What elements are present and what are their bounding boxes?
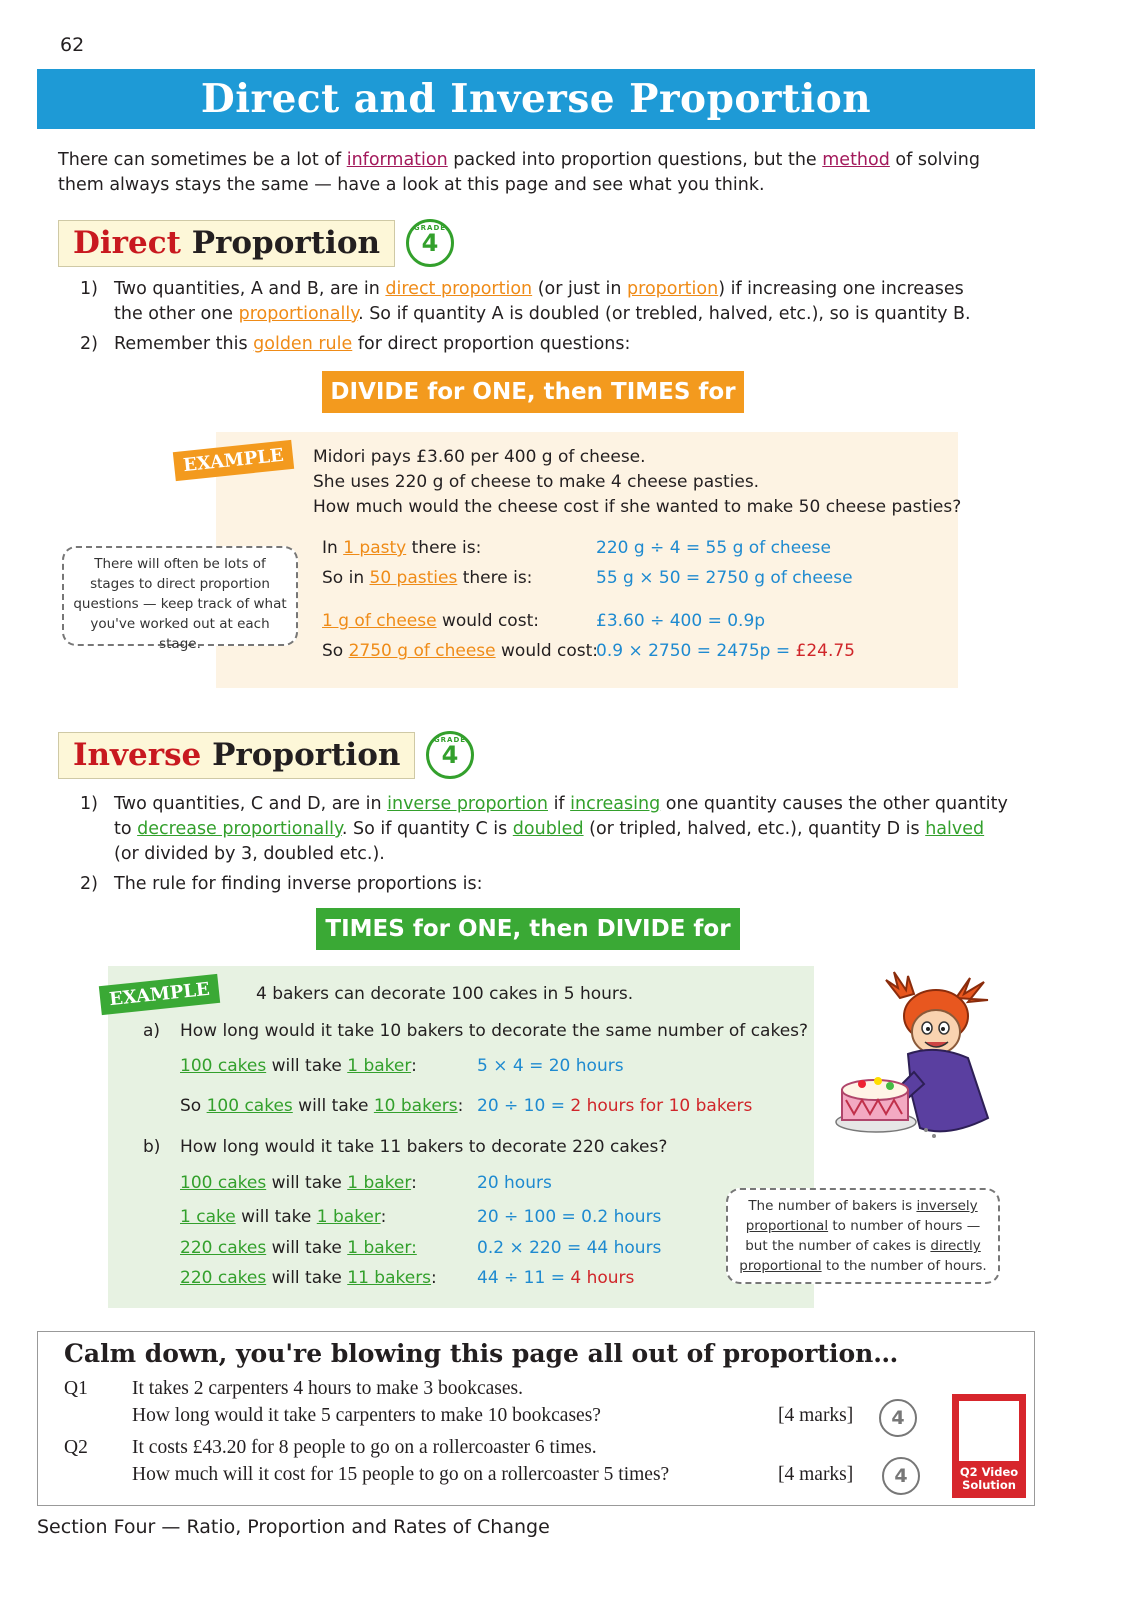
q2-line-1: It costs £43.20 for 8 people to go on a rollercoaster 6 times. (132, 1437, 597, 1458)
text: to the number of hours. (821, 1258, 987, 1274)
video-solution-label: Q2 Video Solution (959, 1465, 1019, 1492)
answer: 2 hours for 10 bakers (570, 1096, 753, 1116)
text: So (322, 641, 349, 661)
keyword: direct proportion (385, 279, 533, 299)
example-tag: EXAMPLE (173, 440, 294, 481)
calc: 44 ÷ 11 = (477, 1268, 571, 1288)
text: Two quantities, A and B, are in (114, 279, 386, 299)
keyword: 1 baker (347, 1056, 412, 1076)
badge-value: 4 (421, 229, 439, 257)
keyword: 1 baker (316, 1207, 381, 1227)
question-a-label: a) (143, 1021, 161, 1041)
keyword: directly proportional (739, 1238, 981, 1274)
q2-line-2: How much will it cost for 15 people to go on a rollercoaster 5 times? (132, 1464, 670, 1485)
text: the other one (114, 304, 239, 324)
question-line: She uses 220 g of cheese to make 4 cheese pasties. (313, 472, 760, 492)
title-bar (37, 69, 1035, 129)
page-number: 62 (60, 34, 85, 56)
inverse-row (180, 1207, 386, 1227)
heading-black: Proportion (180, 225, 381, 261)
direct-heading (58, 220, 395, 267)
grade-badge-icon: 4 (879, 1399, 917, 1437)
direct-question (313, 445, 961, 520)
badge-label: GRADE (413, 224, 447, 232)
direct-row (322, 568, 532, 588)
list-item (80, 872, 1040, 897)
text: So (180, 1096, 207, 1116)
keyword: 11 bakers (347, 1268, 432, 1288)
text: : (411, 1056, 417, 1076)
text: will take (266, 1268, 348, 1288)
heading-black: Proportion (201, 737, 401, 773)
inverse-example-intro: 4 bakers can decorate 100 cakes in 5 hours. (256, 984, 634, 1004)
inverse-rule: TIMES for ONE, then DIVIDE for (316, 908, 740, 950)
direct-items (80, 277, 1030, 357)
intro-text (58, 148, 1018, 198)
direct-row (322, 611, 539, 631)
qr-code-icon (959, 1401, 1019, 1461)
direct-row (322, 538, 481, 558)
keyword: doubled (512, 819, 584, 839)
text: (or tripled, halved, etc.), quantity D is (583, 819, 926, 839)
text: So in (322, 568, 370, 588)
keyword: golden rule (253, 334, 353, 354)
girl-decorating-cake-illustration (828, 968, 1006, 1148)
q2-video-solution-button[interactable] (952, 1394, 1026, 1498)
inverse-row (180, 1056, 417, 1076)
inverse-calc: 0.2 × 220 = 44 hours (477, 1238, 662, 1258)
text: : (431, 1268, 437, 1288)
q1-number: Q1 (64, 1378, 88, 1399)
text: for direct proportion questions: (352, 334, 631, 354)
heading-red: Direct (73, 225, 181, 261)
text: (or just in (532, 279, 628, 299)
grade-badge-icon: 4 (882, 1457, 920, 1495)
inverse-calc (477, 1268, 634, 1288)
list-item (80, 277, 1030, 327)
text: if (548, 794, 571, 814)
q2-number: Q2 (64, 1437, 88, 1458)
answer: £24.75 (795, 641, 855, 661)
inverse-tip-note (726, 1188, 1000, 1284)
list-item (80, 332, 1030, 357)
text: will take (292, 1096, 374, 1116)
keyword: 1 g of cheese (322, 611, 437, 631)
inverse-calc (477, 1096, 752, 1116)
keyword: increasing (570, 794, 661, 814)
badge-label: GRADE (433, 736, 467, 744)
direct-calc: £3.60 ÷ 400 = 0.9p (596, 611, 766, 631)
question-b-text: How long would it take 11 bakers to decorate 220 cakes? (180, 1137, 668, 1157)
questions-heading: Calm down, you're blowing this page all out of proportion… (64, 1339, 899, 1368)
text: ) if increasing one increases (718, 279, 964, 299)
item-number: 1) (80, 279, 98, 299)
keyword: 220 cakes (180, 1238, 267, 1258)
page-title: Direct and Inverse Proportion (200, 76, 872, 122)
text: The rule for finding inverse proportions is: (114, 874, 483, 894)
question-line: How much would the cheese cost if she wanted to make 50 cheese pasties? (313, 497, 962, 517)
keyword: inverse proportion (387, 794, 548, 814)
keyword: 10 bakers (373, 1096, 458, 1116)
q1-line-2: How long would it take 5 carpenters to make 10 bookcases? (132, 1405, 601, 1426)
text: (or divided by 3, doubled etc.). (114, 844, 385, 864)
grade-badge-icon (406, 219, 454, 267)
text: : (380, 1207, 387, 1227)
list-item (80, 792, 1040, 867)
intro-part: packed into proportion questions, but the (447, 150, 823, 170)
direct-row (322, 641, 598, 661)
answer: 4 hours (570, 1268, 635, 1288)
text: would cost: (495, 641, 599, 661)
keyword: proportion (627, 279, 719, 299)
keyword: 100 cakes (206, 1096, 293, 1116)
text: there is: (457, 568, 533, 588)
keyword: 1 baker: (347, 1238, 417, 1258)
intro-part: of solving (889, 150, 980, 170)
text: would cost: (436, 611, 539, 631)
keyword: 1 cake (180, 1207, 236, 1227)
keyword: proportionally (238, 304, 359, 324)
keyword: inversely proportional (745, 1198, 978, 1234)
text: . So if quantity A is doubled (or trebled, halved, etc.), so is quantity B. (358, 304, 971, 324)
q1-marks: [4 marks] (778, 1405, 854, 1426)
inverse-calc: 20 hours (477, 1173, 552, 1193)
grade-badge-icon (426, 731, 474, 779)
item-number: 2) (80, 334, 98, 354)
text: will take (266, 1056, 348, 1076)
text: : (411, 1173, 417, 1193)
text: will take (235, 1207, 317, 1227)
direct-tip-note: There will often be lots of stages to direct proportion questions — keep track of what you've worked out at each stage. (62, 546, 298, 646)
keyword: 220 cakes (180, 1268, 267, 1288)
item-number: 2) (80, 874, 98, 894)
text: will take (266, 1238, 348, 1258)
inverse-calc: 5 × 4 = 20 hours (477, 1056, 624, 1076)
direct-rule: DIVIDE for ONE, then TIMES for (322, 371, 744, 413)
q2-marks: [4 marks] (778, 1464, 854, 1485)
text: The number of bakers is (748, 1198, 917, 1214)
text: to number of hours — but the number of cakes is (745, 1218, 981, 1254)
footer-section-title: Section Four — Ratio, Proportion and Rates of Change (37, 1516, 550, 1538)
item-number: 1) (80, 794, 98, 814)
inverse-row (180, 1096, 463, 1116)
keyword-information: information (346, 150, 448, 170)
intro-part: There can sometimes be a lot of (58, 150, 347, 170)
keyword: 100 cakes (180, 1056, 267, 1076)
keyword: 2750 g of cheese (348, 641, 496, 661)
inverse-items (80, 792, 1040, 897)
inverse-row (180, 1238, 417, 1258)
q1-line-1: It takes 2 carpenters 4 hours to make 3 bookcases. (132, 1378, 523, 1399)
text: In (322, 538, 344, 558)
text: one quantity causes the other quantity (660, 794, 1008, 814)
inverse-heading (58, 732, 415, 779)
keyword-method: method (822, 150, 890, 170)
text: Two quantities, C and D, are in (114, 794, 388, 814)
direct-calc (596, 641, 855, 661)
heading-red: Inverse (73, 737, 202, 773)
calc: 20 ÷ 10 = (477, 1096, 571, 1116)
inverse-calc: 20 ÷ 100 = 0.2 hours (477, 1207, 662, 1227)
question-a-text: How long would it take 10 bakers to decorate the same number of cakes? (180, 1021, 809, 1041)
intro-line-2: them always stays the same — have a look at this page and see what you think. (58, 175, 765, 195)
text: will take (266, 1173, 348, 1193)
text: Remember this (114, 334, 254, 354)
inverse-row (180, 1173, 417, 1193)
keyword: 1 baker (347, 1173, 412, 1193)
direct-calc: 220 g ÷ 4 = 55 g of cheese (596, 538, 831, 558)
inverse-row (180, 1268, 437, 1288)
text: there is: (406, 538, 482, 558)
keyword: decrease proportionally (137, 819, 342, 839)
text: to (114, 819, 138, 839)
direct-calc: 55 g × 50 = 2750 g of cheese (596, 568, 853, 588)
question-b-label: b) (143, 1137, 161, 1157)
keyword: 100 cakes (180, 1173, 267, 1193)
text: . So if quantity C is (341, 819, 513, 839)
example-tag: EXAMPLE (99, 974, 220, 1015)
badge-value: 4 (441, 741, 459, 769)
keyword: 1 pasty (343, 538, 407, 558)
question-line: Midori pays £3.60 per 400 g of cheese. (313, 447, 646, 467)
text: : (457, 1096, 464, 1116)
keyword: 50 pasties (369, 568, 458, 588)
keyword: halved (925, 819, 985, 839)
calc: 0.9 × 2750 = 2475p = (596, 641, 796, 661)
